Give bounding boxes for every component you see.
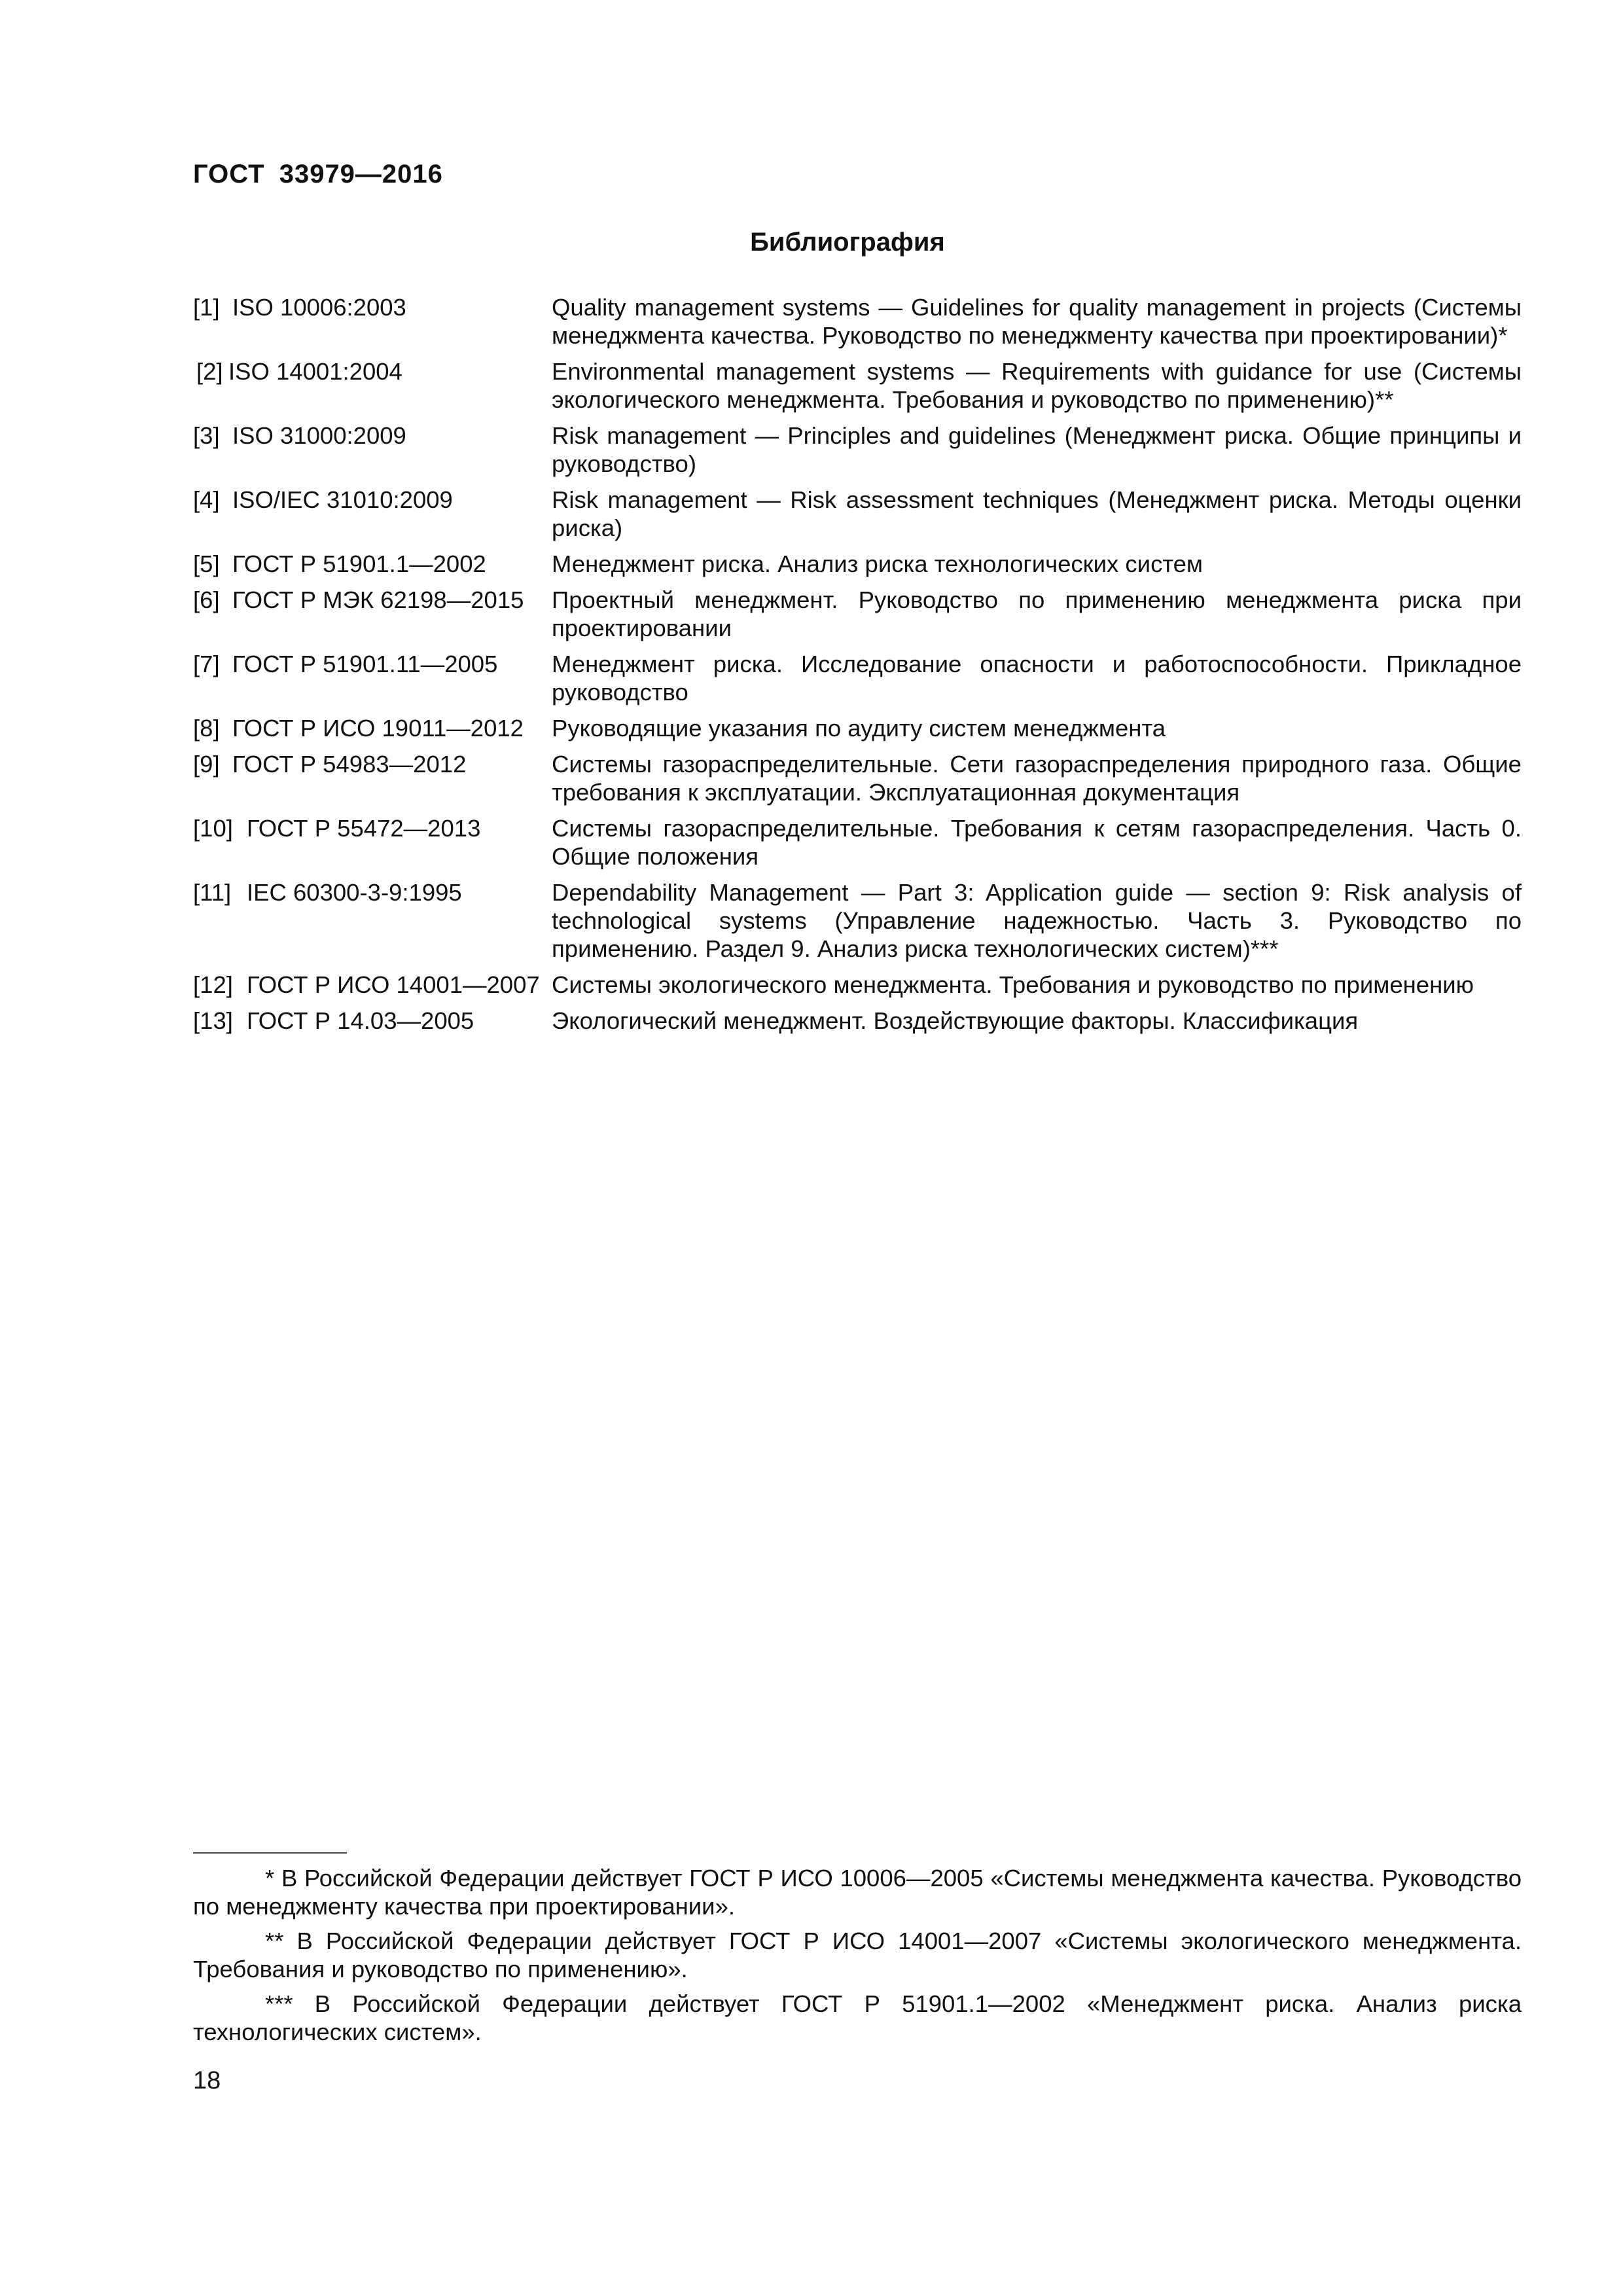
bib-entry-code: ГОСТ Р ИСО 19011—2012 <box>232 715 524 742</box>
footnotes <box>193 1864 1522 2053</box>
bib-entry <box>193 293 1522 350</box>
bib-entry-number: [4] <box>193 486 220 513</box>
bib-entry-number: [5] <box>193 550 220 577</box>
bib-entry-number: [13] <box>193 1007 233 1034</box>
bibliography-list <box>193 293 1522 1043</box>
bib-entry-description: Системы газораспределительные. Требования к сетям газораспределения. Часть 0. Общие положения <box>552 815 1522 870</box>
bib-entry-number: [9] <box>193 751 220 778</box>
bib-entry-code: ГОСТ Р 51901.11—2005 <box>232 651 498 677</box>
bib-entry-description: Risk management — Risk assessment techniques (Менеджмент риска. Методы оценки риска) <box>552 486 1522 541</box>
bib-entry-number: [10] <box>193 815 233 842</box>
bib-entry-description: Проектный менеджмент. Руководство по применению менеджмента риска при проектировании <box>552 586 1522 641</box>
bib-entry-number: [6] <box>193 586 220 613</box>
bib-entry-number: [11] <box>193 879 232 906</box>
bib-entry-code: ГОСТ Р МЭК 62198—2015 <box>232 586 524 613</box>
bib-entry-description: Системы газораспределительные. Сети газораспределения природного газа. Общие требования к эксплуатации. Эксплуатационная документация <box>552 751 1522 806</box>
footnote: *** В Российской Федерации действует ГОСТ Р 51901.1—2002 «Менеджмент риска. Анализ риска технологических систем». <box>193 1990 1522 2045</box>
bib-entry-description: Руководящие указания по аудиту систем менеджмента <box>552 715 1166 742</box>
bib-entry-code: ISO 14001:2004 <box>228 358 402 385</box>
bibliography-title: Библиография <box>750 228 945 257</box>
bib-entry-description: Environmental management systems — Requirements with guidance for use (Системы экологического менеджмента. Требования и руководство по применению)** <box>552 358 1522 413</box>
bib-entry-number: [2] <box>196 358 223 385</box>
bib-entry-number: [8] <box>193 715 220 742</box>
bib-entry-code: ГОСТ Р 14.03—2005 <box>247 1007 474 1034</box>
bib-entry-description: Экологический менеджмент. Воздействующие факторы. Классификация <box>552 1007 1359 1034</box>
bib-entry-code: ГОСТ Р 54983—2012 <box>232 751 467 778</box>
bib-entry <box>193 971 1522 999</box>
bib-entry <box>193 550 1522 578</box>
bib-entry <box>193 650 1522 706</box>
bib-entry <box>193 714 1522 742</box>
bib-entry <box>193 750 1522 806</box>
bib-entry <box>193 586 1522 642</box>
bib-entry-code: ГОСТ Р ИСО 14001—2007 <box>247 971 540 998</box>
footnote-separator <box>193 1852 347 1854</box>
bib-entry-number: [12] <box>193 971 233 998</box>
bib-entry-code: ГОСТ Р 51901.1—2002 <box>232 550 486 577</box>
footnote: ** В Российской Федерации действует ГОСТ Р ИСО 14001—2007 «Системы экологического менеджмента. Требования и руководство по применению». <box>193 1928 1522 1982</box>
bib-entry-code: ISO 31000:2009 <box>232 422 406 449</box>
bib-entry <box>193 486 1522 542</box>
bib-entry-number: [1] <box>193 294 220 321</box>
bib-entry-description: Risk management — Principles and guidelines (Менеджмент риска. Общие принципы и руководство) <box>552 422 1522 477</box>
bib-entry-code: ISO/IEC 31010:2009 <box>232 486 453 513</box>
bib-entry <box>193 878 1522 963</box>
document-header: ГОСТ 33979—2016 <box>193 160 443 188</box>
footnote: * В Российской Федерации действует ГОСТ Р ИСО 10006—2005 «Системы менеджмента качества. Руководство по менеджменту качества при проектировании». <box>193 1865 1522 1920</box>
bib-entry-code: ISO 10006:2003 <box>232 294 406 321</box>
page-number: 18 <box>193 2067 221 2094</box>
bib-entry-description: Quality management systems — Guidelines for quality management in projects (Системы менеджмента качества. Руководство по менеджменту качества при проектировании)* <box>552 294 1522 349</box>
bib-entry-number: [7] <box>193 651 220 677</box>
bib-entry <box>193 1007 1522 1035</box>
bib-entry <box>193 814 1522 870</box>
bib-entry-description: Менеджмент риска. Анализ риска технологических систем <box>552 550 1204 577</box>
bib-entry-description: Dependability Management — Part 3: Application guide — section 9: Risk analysis of technological systems (Управление надежностью. Часть 3. Руководство по применению. Раздел 9. Анализ риска технологических систем)*** <box>552 879 1522 962</box>
bib-entry-description: Системы экологического менеджмента. Требования и руководство по применению <box>552 971 1474 998</box>
bib-entry <box>193 357 1522 414</box>
bib-entry-code: IEC 60300-3-9:1995 <box>247 879 462 906</box>
bib-entry <box>193 422 1522 478</box>
bib-entry-description: Менеджмент риска. Исследование опасности и работоспособности. Прикладное руководство <box>552 651 1522 706</box>
bib-entry-code: ГОСТ Р 55472—2013 <box>247 815 481 842</box>
bib-entry-number: [3] <box>193 422 220 449</box>
